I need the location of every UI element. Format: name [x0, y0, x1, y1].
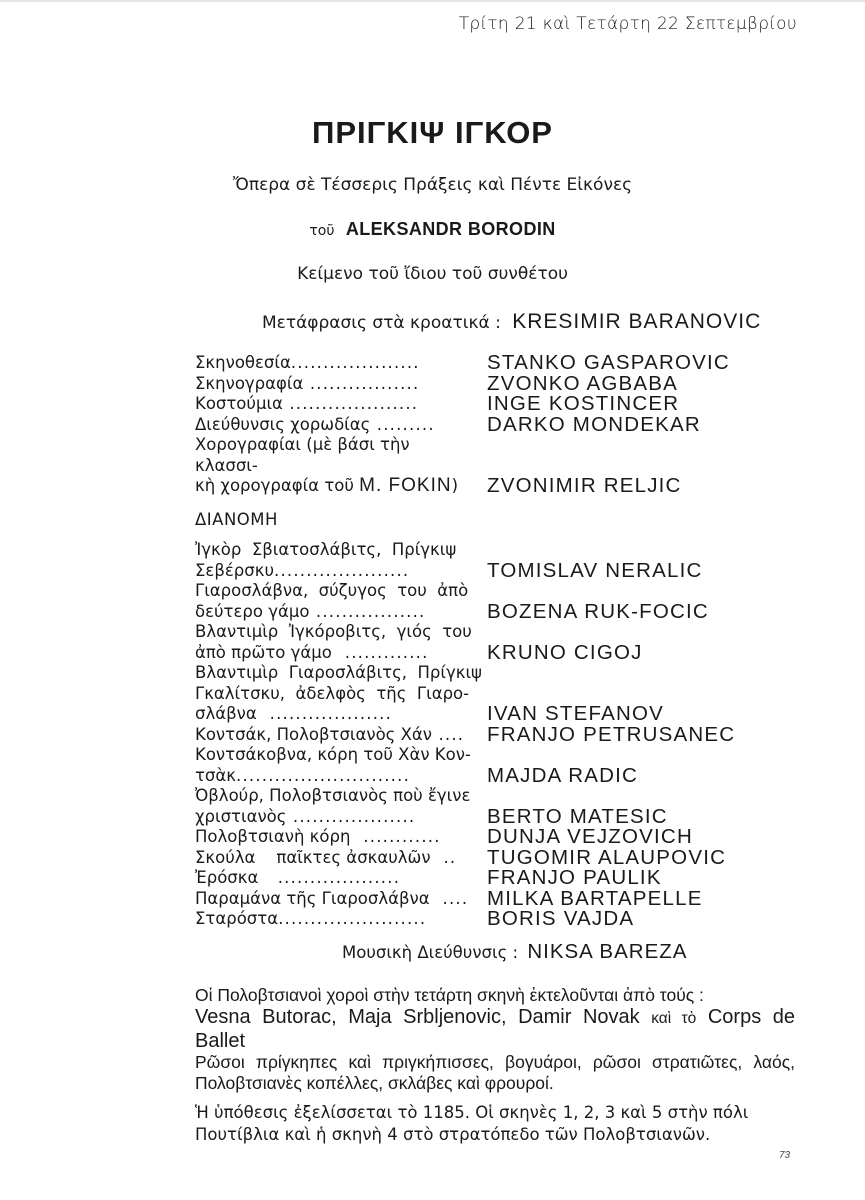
leader-dots: ...........................	[236, 765, 411, 785]
page-number: 73	[779, 1150, 791, 1161]
cast-role: Σκούλα παῖκτες ἀσκαυλῶν	[195, 847, 431, 867]
credit-role: Χορογραφίαι (μὲ βάσι τὴν κλασσι-	[195, 435, 410, 475]
leader-dots: ....	[429, 888, 469, 908]
cast-name: BOZENA RUK-FOCIC	[487, 599, 709, 623]
credit-row	[195, 394, 765, 415]
leader-dots: .........	[370, 414, 435, 434]
cast-role-line: Γκαλίτσκυ, ἀδελφὸς τῆς Γιαρο-	[195, 683, 470, 703]
leader-dots: ............	[350, 827, 441, 846]
composer-name: ALEKSANDR BORODIN	[345, 219, 556, 239]
cast-name: BORIS VAJDA	[487, 907, 635, 930]
composer-prefix: τοῦ	[309, 223, 335, 239]
credit-row	[195, 353, 765, 374]
paren: )	[451, 476, 459, 495]
conductor-name: NIKSA BAREZA	[527, 940, 688, 963]
leader-dots: ....	[432, 724, 465, 744]
cast-name: MAJDA RADIC	[487, 763, 639, 787]
cast-row	[195, 886, 765, 910]
cast-row	[195, 581, 765, 622]
leader-dots: .......................	[278, 909, 427, 928]
composer-line	[0, 219, 865, 240]
cast-name: FRANJO PAULIK	[487, 866, 662, 889]
cast-role-line: Βλαντιμὶρ Ἰγκόροβιτς, γιός του	[195, 622, 472, 641]
cast-role-line: Κοντσάκοβνα, κόρη τοῦ Χὰν Κον-	[195, 745, 471, 764]
credit-role: Κοστούμια	[195, 394, 283, 413]
cast-row	[195, 745, 765, 786]
cast-row	[195, 540, 765, 581]
leader-dots: .....................	[274, 560, 410, 580]
cast-role: δεύτερο γάμο	[195, 601, 310, 621]
corps-de-ballet: Corps de Ballet	[195, 1006, 796, 1052]
credit-name: ZVONKO AGBABA	[487, 371, 679, 395]
credit-row	[195, 371, 765, 395]
credit-row	[195, 412, 765, 436]
header-date: Τρίτη 21 καὶ Τετάρτη 22 Σεπτεμβρίου	[458, 14, 797, 34]
cast-row	[195, 722, 765, 746]
credit-role-cont: κὴ χορογραφία τοῦ	[195, 476, 354, 495]
credit-role: Σκηνογραφία	[195, 373, 304, 393]
credit-role: Διεύθυνσις χορωδίας	[195, 414, 371, 434]
cast-role-line: Γιαροσλάβνα, σύζυγος του ἀπὸ	[195, 581, 469, 600]
cast-row	[195, 868, 765, 889]
cast-role: τσὰκ	[195, 765, 236, 785]
subtitle: Ὄπερα σὲ Τέσσερις Πράξεις καὶ Πέντε Εἰκόνες	[232, 175, 633, 195]
credit-row	[195, 435, 765, 497]
cast-name: FRANJO PETRUSANEC	[487, 722, 736, 746]
cast-role: χριστιανὸς	[195, 806, 287, 826]
libretto-note: Κείμενο τοῦ ἴδιου τοῦ συνθέτου	[297, 264, 568, 284]
leader-dots: .................	[309, 601, 426, 621]
cast-role-line: Ἰγκὸρ Σβιατοσλάβιτς, Πρίγκιψ	[195, 540, 457, 559]
cast-name: BERTO MATESIC	[487, 804, 668, 828]
cast-list	[195, 540, 765, 930]
notes-line: Οἱ Πολοβτσιανοὶ χοροὶ στὴν τετάρτη σκηνὴ ἐκτελοῦνται ἀπὸ τούς :	[195, 985, 704, 1005]
cast-role-line: Βλαντιμὶρ Γιαροσλάβιτς, Πρίγκιψ	[195, 663, 482, 682]
cast-name: TOMISLAV NERALIC	[487, 558, 703, 582]
leader-dots: ...................	[286, 806, 416, 826]
translator-name: KRESIMIR BARANOVIC	[512, 310, 762, 333]
cast-row	[195, 827, 765, 848]
cast-name: DUNJA VEJZOVICH	[487, 825, 693, 848]
leader-dots: ...................	[258, 868, 401, 887]
cast-role: Κοντσάκ, Πολοβτσιανὸς Χάν	[195, 724, 432, 744]
cast-row	[195, 622, 765, 663]
cast-name: MILKA BARTAPELLE	[487, 886, 703, 910]
conjunction: καὶ τὸ	[651, 1010, 697, 1027]
dance-notes	[195, 985, 795, 1094]
cast-name: TUGOMIR ALAUPOVIC	[487, 845, 727, 869]
credit-name: DARKO MONDEKAR	[487, 412, 701, 436]
page-title: ΠΡΙΓΚΙΨ ΙΓΚΟΡ	[311, 115, 553, 150]
conductor-label: Μουσικὴ Διεύθυνσις :	[342, 943, 519, 962]
dancers: Vesna Butorac, Maja Srbljenovic, Damir Novak	[195, 1006, 640, 1028]
cast-role: Ἐρόσκα	[195, 868, 259, 887]
cast-row	[195, 845, 765, 869]
cast-row	[195, 909, 765, 930]
plot-summary: Ἡ ὑπόθεσις ἐξελίσσεται τὸ 1185. Οἱ σκηνὲς 1, 2, 3 καὶ 5 στὴν πόλι Πουτίβλια καὶ ἡ σκηνὴ 4 στὸ στρατόπεδο τῶν Πολοβτσιανῶν.	[195, 1103, 749, 1144]
cast-role: ἀπὸ πρῶτο γάμο	[195, 642, 332, 662]
cast-heading: ΔΙΑΝΟΜΗ	[195, 510, 278, 529]
choreographer-ref: M. FOKIN	[359, 475, 452, 496]
conductor-line	[342, 940, 687, 964]
leader-dots: ....................	[290, 353, 420, 372]
leader-dots: .................	[303, 373, 420, 393]
cast-name: IVAN STEFANOV	[487, 702, 664, 725]
leader-dots: .............	[331, 642, 429, 662]
credit-role: Σκηνοθεσία	[195, 353, 291, 372]
cast-role: Πολοβτσιανὴ κόρη	[195, 827, 351, 846]
leader-dots: ...................	[256, 704, 393, 723]
cast-row	[195, 663, 765, 725]
credit-name: ZVONIMIR RELJIC	[487, 474, 682, 497]
cast-role: Σταρόστα	[195, 909, 279, 928]
cast-role: Σεβέρσκυ	[195, 560, 274, 580]
cast-name: KRUNO CIGOJ	[487, 640, 643, 664]
notes-line: Ρῶσοι πρίγκηπες καὶ πριγκήπισσες, βογυάροι, ρῶσοι στρατιῶτες, λαός, Πολοβτσιανὲς κοπέλλες, σκλάβες καὶ φρουροί.	[195, 1052, 795, 1093]
leader-dots: ..	[430, 847, 457, 867]
leader-dots: ....................	[282, 394, 419, 413]
cast-role: σλάβνα	[195, 704, 257, 723]
page-edge	[0, 0, 865, 2]
translation-label: Μετάφρασις στὰ κροατικά :	[262, 313, 501, 333]
translation-line	[262, 310, 761, 334]
credit-name: INGE KOSTINCER	[487, 392, 680, 415]
cast-row	[195, 786, 765, 827]
cast-role-line: Ὀβλούρ, Πολοβτσιανὸς ποὺ ἔγινε	[195, 786, 471, 805]
cast-role: Παραμάνα τῆς Γιαροσλάβνα	[195, 888, 430, 908]
credits-list	[195, 353, 765, 497]
credit-name: STANKO GASPAROVIC	[487, 351, 730, 374]
